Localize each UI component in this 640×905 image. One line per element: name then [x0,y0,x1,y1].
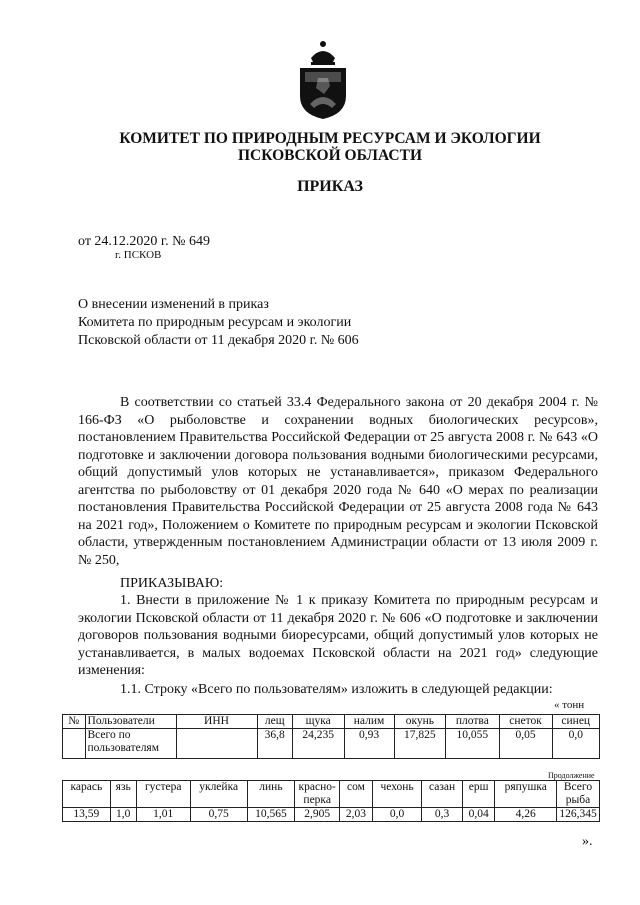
table-header-row [63,715,600,729]
org-name-line1: КОМИТЕТ ПО ПРИРОДНЫМ РЕСУРСАМ И ЭКОЛОГИИ [119,130,541,147]
table-cell: 2,905 [295,808,340,822]
subject-line-2: Комитета по природным ресурсам и экологии [78,315,352,330]
table-header-cell: Пользователи [85,715,176,729]
date-number: от 24.12.2020 г. № 649 [78,234,210,249]
quota-table-main [62,714,600,759]
table-header-cell: щука [292,715,344,729]
coat-of-arms-emblem [296,38,350,120]
item-1-1-text: 1.1. Строку «Всего по пользователям» изложить в следующей редакции: [120,682,553,697]
table-header-cell: линь [247,781,295,808]
table-header-cell: ряпушка [495,781,557,808]
table-header-cell: окунь [394,715,446,729]
table-header-cell: чехонь [372,781,422,808]
table-cell: 1,01 [136,808,190,822]
units-label: « тонн [554,699,585,711]
table-header-cell: № [63,715,86,729]
table-header-cell: ИНН [176,715,257,729]
table-cell: 0,3 [422,808,462,822]
table-cell: 1,0 [110,808,136,822]
table-cell: 13,59 [63,808,111,822]
table-header-cell: синец [552,715,600,729]
order-word [78,575,598,593]
table-header-cell: плотва [446,715,499,729]
table-row [63,808,600,822]
table-header-cell: красно-перка [295,781,340,808]
table-cell: 0,0 [552,729,600,759]
table-header-cell: уклейка [190,781,247,808]
closing-quote: ». [582,834,593,849]
preamble-paragraph [78,394,598,569]
table-header-cell: ерш [462,781,495,808]
table-header-row [63,781,600,808]
table-cell: 126,345 [557,808,600,822]
table-header-cell: налим [344,715,394,729]
table-cell: 10,055 [446,729,499,759]
table-cell: Всего по пользователям [85,729,176,759]
table-cell: 0,93 [344,729,394,759]
document-type: ПРИКАЗ [297,178,363,195]
table-cell [63,729,86,759]
item-1-text: 1. Внести в приложение № 1 к приказу Комитета по природным ресурсам и экологии Псковской области от 11 декабря 2020 г. № 606 «О подготовке и заключении договоров пользования водными биоресурсами, общий допустимый улов которых не устанавливается, в малых водоемах Псковской области на 2021 год» следующие изменения: [78,593,598,678]
table-cell: 17,825 [394,729,446,759]
table-cell: 4,26 [495,808,557,822]
item-1-paragraph [78,592,598,680]
table-header-cell: язь [110,781,136,808]
table-header-cell: густера [136,781,190,808]
table-cell: 0,75 [190,808,247,822]
table-cell: 0,05 [499,729,552,759]
continuation-label: Продолжение [548,771,595,780]
table-header-cell: снеток [499,715,552,729]
city: г. ПСКОВ [115,249,162,261]
org-name-line2: ПСКОВСКОЙ ОБЛАСТИ [237,147,422,164]
table-cell: 0,04 [462,808,495,822]
table-header-cell: лещ [257,715,292,729]
table-cell [176,729,257,759]
table-cell: 10,565 [247,808,295,822]
table-header-cell: карась [63,781,111,808]
table-row [63,729,600,759]
quota-table-continuation [62,780,600,822]
table-cell: 2,03 [340,808,373,822]
table-header-cell: сом [340,781,373,808]
item-1-1-paragraph [78,681,598,699]
preamble-text: В соответствии со статьей 33.4 Федерального закона от 20 декабря 2004 г. № 166-ФЗ «О рыболовстве и сохранении водных биологических ресурсов», постановлением Правительства Российской Федерации от 25 августа 2008 г. № 643 «О подготовке и заключении договора пользования водными биологическими ресурсами, общий допустимый улов которых не устанавливается», приказом Федерального агентства по рыболовству от 01 декабря 2020 года № 640 «О мерах по реализации постановления Правительства Российской Федерации от 25 августа 2008 года № 643 на 2021 год», Положением о Комитете по природным ресурсам и экологии Псковской области, утвержденным постановлением Администрации области от 13 июля 2009 г. № 250, [78,395,598,568]
table-header-cell: Всего рыба [557,781,600,808]
order-word-text: ПРИКАЗЫВАЮ: [120,576,224,591]
table-cell: 36,8 [257,729,292,759]
subject-line-3: Псковской области от 11 декабря 2020 г. № 606 [78,333,359,348]
table-header-cell: сазан [422,781,462,808]
subject-line-1: О внесении изменений в приказ [78,297,269,312]
table-cell: 0,0 [372,808,422,822]
table-cell: 24,235 [292,729,344,759]
